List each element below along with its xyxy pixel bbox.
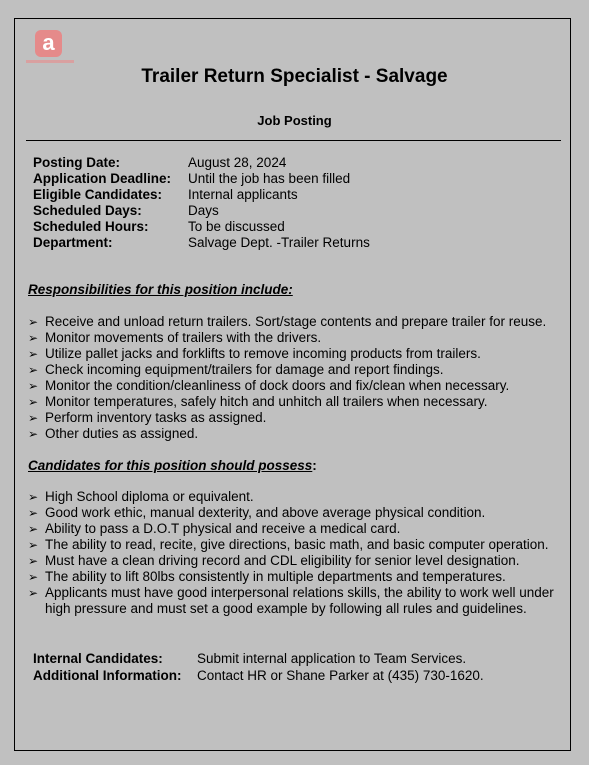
arrow-bullet-icon: ➢ (28, 522, 39, 536)
list-item: ➢ Must have a clean driving record and CDL eligibility for senior level designation. (28, 553, 520, 568)
closing-info (33, 650, 484, 684)
info-value: Days (188, 203, 219, 218)
list-item: ➢ The ability to read, recite, give directions, basic math, and basic computer operation. (28, 537, 549, 552)
list-item: ➢ Ability to pass a D.O.T physical and receive a medical card. (28, 521, 401, 536)
arrow-bullet-icon: ➢ (28, 427, 39, 441)
qualifications-heading: Candidates for this position should possess: (28, 458, 317, 473)
arrow-bullet-icon: ➢ (28, 554, 39, 568)
arrow-bullet-icon: ➢ (28, 347, 39, 361)
arrow-bullet-icon: ➢ (28, 570, 39, 584)
info-value: Internal applicants (188, 187, 298, 202)
arrow-bullet-icon: ➢ (28, 395, 39, 409)
info-value: Until the job has been filled (188, 171, 351, 186)
posting-info (33, 155, 370, 251)
page-title: Trailer Return Specialist - Salvage (141, 66, 448, 87)
page-subtitle: Job Posting (257, 113, 332, 128)
info-row (33, 219, 370, 235)
arrow-bullet-icon: ➢ (28, 538, 39, 552)
divider (26, 140, 561, 141)
list-item: ➢ Good work ethic, manual dexterity, and above average physical condition. (28, 505, 486, 520)
logo-tagline-bar (26, 60, 74, 63)
logo-mark: a (35, 30, 62, 57)
info-value: August 28, 2024 (188, 155, 287, 170)
info-row (33, 187, 370, 203)
info-row (33, 171, 370, 187)
arrow-bullet-icon: ➢ (28, 586, 39, 600)
info-row (33, 203, 370, 219)
info-row (33, 667, 484, 684)
info-label: Department: (33, 235, 113, 250)
list-item: ➢ Monitor movements of trailers with the drivers. (28, 330, 322, 345)
info-row (33, 235, 370, 251)
info-row (33, 155, 370, 171)
info-value: To be discussed (188, 219, 285, 234)
list-item: ➢ Monitor the condition/cleanliness of dock doors and fix/clean when necessary. (28, 378, 510, 393)
arrow-bullet-icon: ➢ (28, 315, 39, 329)
info-value: Submit internal application to Team Services. (197, 651, 467, 666)
arrow-bullet-icon: ➢ (28, 411, 39, 425)
responsibilities-heading: Responsibilities for this position include: (28, 282, 293, 297)
arrow-bullet-icon: ➢ (28, 506, 39, 520)
qualifications-list (28, 489, 568, 617)
company-logo (26, 28, 74, 68)
list-item: ➢ Monitor temperatures, safely hitch and unhitch all trailers when necessary. (28, 394, 488, 409)
info-value: Salvage Dept. -Trailer Returns (188, 235, 370, 250)
info-row (33, 650, 484, 667)
info-label: Internal Candidates: (33, 651, 163, 666)
list-item: ➢ Perform inventory tasks as assigned. (28, 410, 267, 425)
info-label: Scheduled Days: (33, 203, 142, 218)
info-label: Application Deadline: (33, 171, 172, 186)
arrow-bullet-icon: ➢ (28, 490, 39, 504)
list-item: ➢ Other duties as assigned. (28, 426, 199, 441)
info-value: Contact HR or Shane Parker at (435) 730-1620. (197, 668, 484, 683)
list-item: ➢ The ability to lift 80lbs consistently in multiple departments and temperatures. (28, 569, 506, 584)
arrow-bullet-icon: ➢ (28, 379, 39, 393)
info-label: Additional Information: (33, 668, 182, 683)
arrow-bullet-icon: ➢ (28, 363, 39, 377)
list-item: ➢ Applicants must have good interpersonal relations skills, the ability to work well under high pressure and must set a good example by following all rules and guidelines. (28, 585, 554, 616)
arrow-bullet-icon: ➢ (28, 331, 39, 345)
info-label: Posting Date: (33, 155, 121, 170)
info-label: Scheduled Hours: (33, 219, 149, 234)
list-item: ➢ Receive and unload return trailers. Sort/stage contents and prepare trailer for reuse. (28, 314, 547, 329)
list-item: ➢ High School diploma or equivalent. (28, 489, 254, 504)
responsibilities-list (28, 314, 568, 442)
info-label: Eligible Candidates: (33, 187, 163, 202)
list-item: ➢ Check incoming equipment/trailers for damage and report findings. (28, 362, 444, 377)
list-item: ➢ Utilize pallet jacks and forklifts to remove incoming products from trailers. (28, 346, 481, 361)
